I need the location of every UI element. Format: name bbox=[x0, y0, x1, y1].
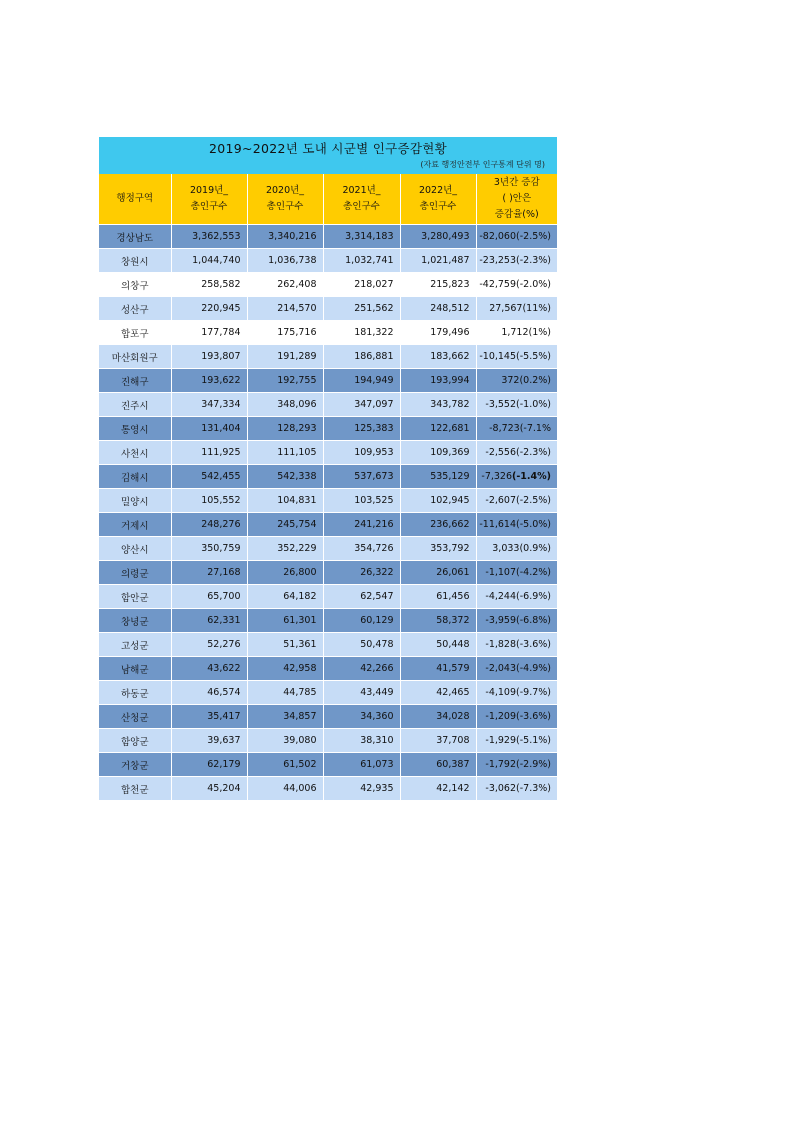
region-cell: 경상남도 bbox=[99, 225, 171, 249]
change-cell: -11,614(-5.0%) bbox=[476, 513, 557, 537]
region-cell: 거제시 bbox=[99, 513, 171, 537]
table-row bbox=[99, 273, 557, 297]
change-cell: -7,326(-1.4%) bbox=[476, 465, 557, 489]
table-row bbox=[99, 585, 557, 609]
value-2022-cell: 353,792 bbox=[400, 537, 476, 561]
value-2020-cell: 61,301 bbox=[247, 609, 323, 633]
region-cell: 김해시 bbox=[99, 465, 171, 489]
value-2022-cell: 60,387 bbox=[400, 753, 476, 777]
value-2020-cell: 175,716 bbox=[247, 321, 323, 345]
value-2019-cell: 46,574 bbox=[171, 681, 247, 705]
value-2021-cell: 194,949 bbox=[323, 369, 400, 393]
value-2020-cell: 111,105 bbox=[247, 441, 323, 465]
value-2022-cell: 1,021,487 bbox=[400, 249, 476, 273]
table-row bbox=[99, 777, 557, 801]
region-cell: 고성군 bbox=[99, 633, 171, 657]
value-2020-cell: 51,361 bbox=[247, 633, 323, 657]
value-2019-cell: 177,784 bbox=[171, 321, 247, 345]
table-row bbox=[99, 681, 557, 705]
header-2021: 2021년_ 총인구수 bbox=[323, 174, 400, 225]
change-cell: -2,607(-2.5%) bbox=[476, 489, 557, 513]
value-2022-cell: 179,496 bbox=[400, 321, 476, 345]
change-cell: -3,959(-6.8%) bbox=[476, 609, 557, 633]
table-row bbox=[99, 369, 557, 393]
header-change: 3년간 증감 ( )안은 증감율(%) bbox=[476, 174, 557, 225]
value-2022-cell: 41,579 bbox=[400, 657, 476, 681]
value-2020-cell: 192,755 bbox=[247, 369, 323, 393]
region-cell: 거창군 bbox=[99, 753, 171, 777]
table-row bbox=[99, 345, 557, 369]
value-2022-cell: 535,129 bbox=[400, 465, 476, 489]
region-cell: 통영시 bbox=[99, 417, 171, 441]
value-2021-cell: 1,032,741 bbox=[323, 249, 400, 273]
value-2020-cell: 39,080 bbox=[247, 729, 323, 753]
value-2022-cell: 343,782 bbox=[400, 393, 476, 417]
region-cell: 산청군 bbox=[99, 705, 171, 729]
value-2022-cell: 215,823 bbox=[400, 273, 476, 297]
value-2020-cell: 348,096 bbox=[247, 393, 323, 417]
header-2022: 2022년_ 총인구수 bbox=[400, 174, 476, 225]
table-row bbox=[99, 465, 557, 489]
value-2019-cell: 111,925 bbox=[171, 441, 247, 465]
value-2019-cell: 347,334 bbox=[171, 393, 247, 417]
change-cell: -23,253(-2.3%) bbox=[476, 249, 557, 273]
value-2021-cell: 241,216 bbox=[323, 513, 400, 537]
region-cell: 남해군 bbox=[99, 657, 171, 681]
value-2021-cell: 62,547 bbox=[323, 585, 400, 609]
value-2021-cell: 42,935 bbox=[323, 777, 400, 801]
change-cell: -1,107(-4.2%) bbox=[476, 561, 557, 585]
value-2021-cell: 218,027 bbox=[323, 273, 400, 297]
value-2021-cell: 347,097 bbox=[323, 393, 400, 417]
region-cell: 의창구 bbox=[99, 273, 171, 297]
change-cell: 372(0.2%) bbox=[476, 369, 557, 393]
value-2022-cell: 248,512 bbox=[400, 297, 476, 321]
value-2022-cell: 122,681 bbox=[400, 417, 476, 441]
value-2020-cell: 1,036,738 bbox=[247, 249, 323, 273]
table-row bbox=[99, 513, 557, 537]
table-body bbox=[99, 225, 557, 801]
change-cell: -3,552(-1.0%) bbox=[476, 393, 557, 417]
value-2020-cell: 214,570 bbox=[247, 297, 323, 321]
table-row bbox=[99, 609, 557, 633]
value-2019-cell: 1,044,740 bbox=[171, 249, 247, 273]
value-2021-cell: 251,562 bbox=[323, 297, 400, 321]
value-2019-cell: 52,276 bbox=[171, 633, 247, 657]
value-2019-cell: 350,759 bbox=[171, 537, 247, 561]
value-2020-cell: 262,408 bbox=[247, 273, 323, 297]
document-title: 2019~2022년 도내 시군별 인구증감현황 bbox=[208, 141, 448, 156]
value-2019-cell: 220,945 bbox=[171, 297, 247, 321]
change-rate-bold: (-1.4%) bbox=[512, 471, 551, 482]
region-cell: 하동군 bbox=[99, 681, 171, 705]
value-2022-cell: 183,662 bbox=[400, 345, 476, 369]
table-row bbox=[99, 225, 557, 249]
region-cell: 창녕군 bbox=[99, 609, 171, 633]
table-row bbox=[99, 393, 557, 417]
region-cell: 창원시 bbox=[99, 249, 171, 273]
value-2022-cell: 109,369 bbox=[400, 441, 476, 465]
value-2020-cell: 191,289 bbox=[247, 345, 323, 369]
table-row bbox=[99, 321, 557, 345]
value-2022-cell: 37,708 bbox=[400, 729, 476, 753]
region-cell: 성산구 bbox=[99, 297, 171, 321]
value-2022-cell: 102,945 bbox=[400, 489, 476, 513]
value-2019-cell: 39,637 bbox=[171, 729, 247, 753]
value-2019-cell: 45,204 bbox=[171, 777, 247, 801]
table-row bbox=[99, 441, 557, 465]
value-2020-cell: 542,338 bbox=[247, 465, 323, 489]
value-2019-cell: 62,331 bbox=[171, 609, 247, 633]
table-row bbox=[99, 561, 557, 585]
header-region: 행정구역 bbox=[99, 174, 171, 225]
value-2019-cell: 193,622 bbox=[171, 369, 247, 393]
change-cell: -1,209(-3.6%) bbox=[476, 705, 557, 729]
value-2021-cell: 537,673 bbox=[323, 465, 400, 489]
change-cell: 3,033(0.9%) bbox=[476, 537, 557, 561]
value-2020-cell: 352,229 bbox=[247, 537, 323, 561]
value-2020-cell: 34,857 bbox=[247, 705, 323, 729]
value-2021-cell: 38,310 bbox=[323, 729, 400, 753]
value-2020-cell: 104,831 bbox=[247, 489, 323, 513]
value-2022-cell: 42,465 bbox=[400, 681, 476, 705]
value-2021-cell: 50,478 bbox=[323, 633, 400, 657]
value-2021-cell: 34,360 bbox=[323, 705, 400, 729]
value-2019-cell: 193,807 bbox=[171, 345, 247, 369]
value-2022-cell: 58,372 bbox=[400, 609, 476, 633]
change-cell: -1,828(-3.6%) bbox=[476, 633, 557, 657]
value-2022-cell: 26,061 bbox=[400, 561, 476, 585]
table-header-row bbox=[99, 174, 557, 225]
value-2019-cell: 258,582 bbox=[171, 273, 247, 297]
value-2019-cell: 65,700 bbox=[171, 585, 247, 609]
value-2021-cell: 61,073 bbox=[323, 753, 400, 777]
region-cell: 합포구 bbox=[99, 321, 171, 345]
change-cell: -2,556(-2.3%) bbox=[476, 441, 557, 465]
value-2020-cell: 245,754 bbox=[247, 513, 323, 537]
value-2020-cell: 44,785 bbox=[247, 681, 323, 705]
table-row bbox=[99, 417, 557, 441]
value-2019-cell: 131,404 bbox=[171, 417, 247, 441]
change-cell: 1,712(1%) bbox=[476, 321, 557, 345]
value-2019-cell: 3,362,553 bbox=[171, 225, 247, 249]
value-2019-cell: 542,455 bbox=[171, 465, 247, 489]
value-2020-cell: 128,293 bbox=[247, 417, 323, 441]
value-2020-cell: 44,006 bbox=[247, 777, 323, 801]
header-2020: 2020년_ 총인구수 bbox=[247, 174, 323, 225]
value-2020-cell: 26,800 bbox=[247, 561, 323, 585]
region-cell: 사천시 bbox=[99, 441, 171, 465]
value-2021-cell: 186,881 bbox=[323, 345, 400, 369]
table-row bbox=[99, 705, 557, 729]
value-2022-cell: 50,448 bbox=[400, 633, 476, 657]
table-row bbox=[99, 657, 557, 681]
source-note: (자료 행정안전부 인구통계 단위 명) bbox=[420, 160, 545, 169]
value-2021-cell: 26,322 bbox=[323, 561, 400, 585]
value-2020-cell: 42,958 bbox=[247, 657, 323, 681]
table-row bbox=[99, 297, 557, 321]
value-2021-cell: 181,322 bbox=[323, 321, 400, 345]
value-2019-cell: 43,622 bbox=[171, 657, 247, 681]
value-2022-cell: 3,280,493 bbox=[400, 225, 476, 249]
region-cell: 진주시 bbox=[99, 393, 171, 417]
value-2021-cell: 354,726 bbox=[323, 537, 400, 561]
population-table-container bbox=[99, 137, 557, 800]
change-cell: -10,145(-5.5%) bbox=[476, 345, 557, 369]
value-2021-cell: 103,525 bbox=[323, 489, 400, 513]
region-cell: 양산시 bbox=[99, 537, 171, 561]
value-2021-cell: 42,266 bbox=[323, 657, 400, 681]
value-2020-cell: 61,502 bbox=[247, 753, 323, 777]
value-2022-cell: 34,028 bbox=[400, 705, 476, 729]
value-2021-cell: 125,383 bbox=[323, 417, 400, 441]
change-cell: -8,723(-7.1% bbox=[476, 417, 557, 441]
value-2020-cell: 3,340,216 bbox=[247, 225, 323, 249]
region-cell: 의령군 bbox=[99, 561, 171, 585]
change-cell: -1,929(-5.1%) bbox=[476, 729, 557, 753]
population-table bbox=[99, 174, 557, 800]
table-row bbox=[99, 489, 557, 513]
region-cell: 마산회원구 bbox=[99, 345, 171, 369]
region-cell: 밀양시 bbox=[99, 489, 171, 513]
table-row bbox=[99, 633, 557, 657]
table-row bbox=[99, 753, 557, 777]
value-2019-cell: 62,179 bbox=[171, 753, 247, 777]
table-row bbox=[99, 537, 557, 561]
change-cell: -42,759(-2.0%) bbox=[476, 273, 557, 297]
change-cell: 27,567(11%) bbox=[476, 297, 557, 321]
value-2019-cell: 27,168 bbox=[171, 561, 247, 585]
value-2019-cell: 248,276 bbox=[171, 513, 247, 537]
change-cell: -1,792(-2.9%) bbox=[476, 753, 557, 777]
change-cell: -82,060(-2.5%) bbox=[476, 225, 557, 249]
change-cell: -4,244(-6.9%) bbox=[476, 585, 557, 609]
table-row bbox=[99, 249, 557, 273]
value-2022-cell: 236,662 bbox=[400, 513, 476, 537]
value-2022-cell: 61,456 bbox=[400, 585, 476, 609]
value-2021-cell: 43,449 bbox=[323, 681, 400, 705]
value-2022-cell: 42,142 bbox=[400, 777, 476, 801]
value-2020-cell: 64,182 bbox=[247, 585, 323, 609]
change-cell: -3,062(-7.3%) bbox=[476, 777, 557, 801]
value-2022-cell: 193,994 bbox=[400, 369, 476, 393]
change-cell: -2,043(-4.9%) bbox=[476, 657, 557, 681]
change-cell: -4,109(-9.7%) bbox=[476, 681, 557, 705]
value-2021-cell: 3,314,183 bbox=[323, 225, 400, 249]
region-cell: 진해구 bbox=[99, 369, 171, 393]
region-cell: 함안군 bbox=[99, 585, 171, 609]
title-bar bbox=[99, 137, 557, 174]
value-2021-cell: 109,953 bbox=[323, 441, 400, 465]
header-2019: 2019년_ 총인구수 bbox=[171, 174, 247, 225]
value-2019-cell: 35,417 bbox=[171, 705, 247, 729]
value-2021-cell: 60,129 bbox=[323, 609, 400, 633]
table-row bbox=[99, 729, 557, 753]
region-cell: 함양군 bbox=[99, 729, 171, 753]
region-cell: 합천군 bbox=[99, 777, 171, 801]
value-2019-cell: 105,552 bbox=[171, 489, 247, 513]
